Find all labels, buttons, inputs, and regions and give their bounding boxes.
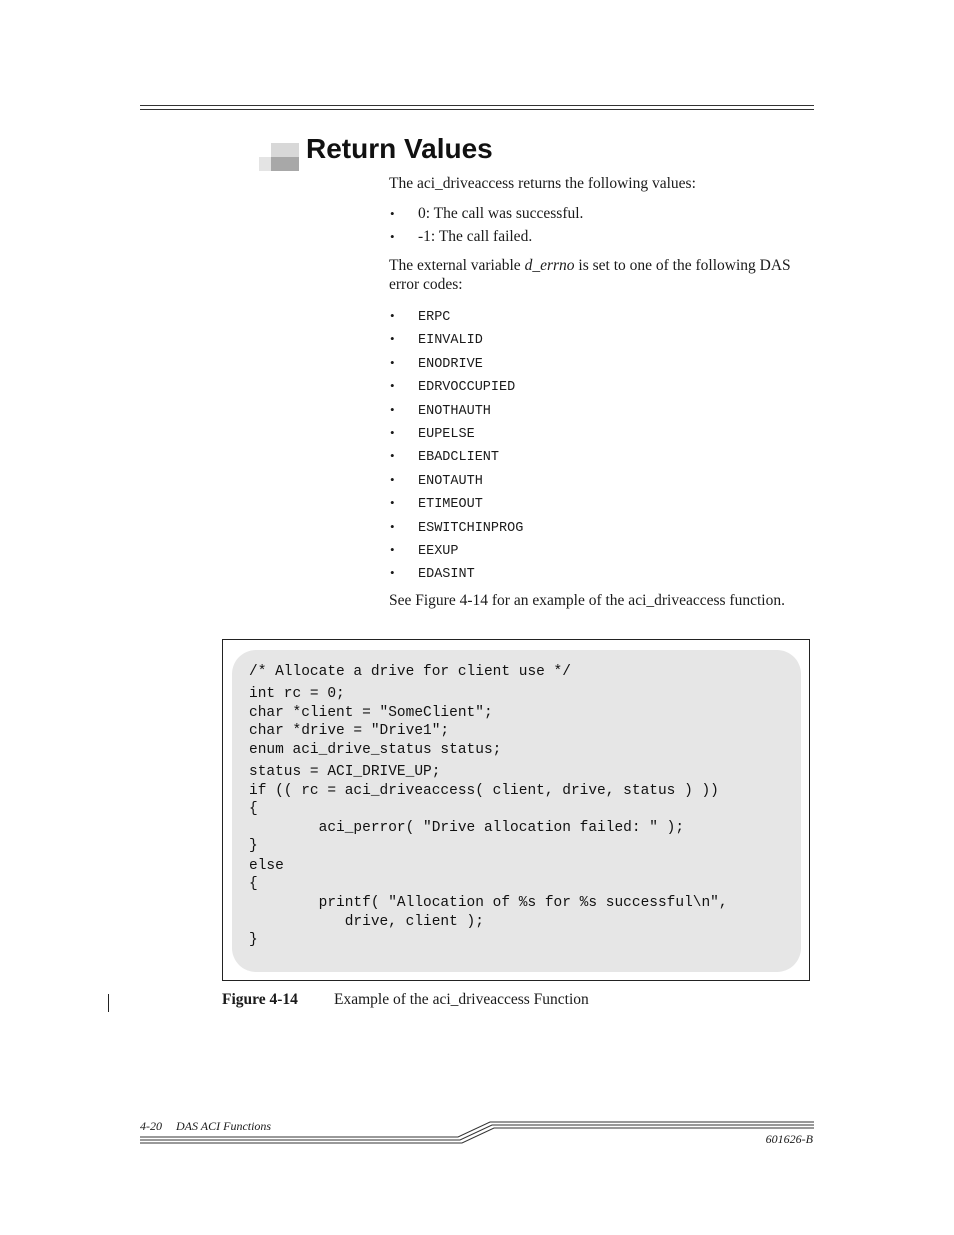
- list-item: • ETIMEOUT: [390, 495, 483, 513]
- bullet-icon: •: [390, 308, 395, 323]
- bullet-icon: •: [390, 471, 395, 487]
- list-item: • EUPELSE: [390, 424, 475, 442]
- bullet-icon: •: [390, 424, 395, 440]
- list-item: • ERPC: [390, 308, 451, 325]
- footer-page-info: [140, 1118, 271, 1134]
- list-item: • -1: The call failed.: [390, 228, 533, 245]
- code-line: {: [249, 876, 258, 892]
- bullet-icon: •: [390, 448, 395, 464]
- list-item: • EDRVOCCUPIED: [390, 378, 516, 396]
- page-number: 4-20: [140, 1119, 162, 1133]
- heading-marker-icon: [259, 143, 299, 171]
- code-line: drive, client );: [249, 914, 484, 930]
- list-item: • ENODRIVE: [390, 354, 483, 372]
- code-line: char *client = "SomeClient";: [249, 705, 493, 721]
- bullet-icon: •: [390, 401, 395, 417]
- header-rule: [140, 109, 814, 110]
- bullet-icon: •: [390, 518, 395, 534]
- section-title: Return Values: [306, 133, 493, 164]
- bullet-icon: •: [390, 378, 395, 394]
- bullet-icon: •: [390, 206, 395, 221]
- code-line: aci_perror( "Drive allocation failed: " );: [249, 820, 685, 836]
- code-line: }: [249, 838, 258, 854]
- list-item: • ESWITCHINPROG: [390, 518, 524, 536]
- list-item: • 0: The call was successful.: [390, 205, 584, 222]
- bullet-icon: •: [390, 541, 395, 557]
- errno-variable: d_errno: [524, 257, 575, 274]
- code-line: else: [249, 858, 284, 874]
- bullet-icon: •: [390, 354, 395, 370]
- figure-caption: Example of the aci_driveaccess Function: [334, 991, 589, 1008]
- code-figure: [222, 639, 810, 981]
- list-item: • EEXUP: [390, 541, 459, 559]
- figure-reference-text: See Figure 4-14 for an example of the aci_driveaccess function.: [389, 592, 785, 609]
- list-item: • ENOTHAUTH: [390, 401, 491, 419]
- document-number: 601626-B: [765, 1132, 813, 1146]
- code-line: /* Allocate a drive for client use */: [249, 664, 571, 680]
- code-line: enum aci_drive_status status;: [249, 742, 502, 758]
- code-line: printf( "Allocation of %s for %s successful\n",: [249, 895, 728, 911]
- list-item: • EINVALID: [390, 331, 483, 349]
- list-item: • EDASINT: [390, 565, 475, 583]
- bullet-icon: •: [390, 229, 395, 244]
- list-item: • ENOTAUTH: [390, 471, 483, 489]
- code-line: if (( rc = aci_driveaccess( client, drive, status ) )): [249, 783, 719, 799]
- return-value-list: [389, 204, 583, 250]
- code-line: char *drive = "Drive1";: [249, 723, 450, 739]
- code-line: }: [249, 932, 258, 948]
- header-rule: [140, 105, 814, 106]
- figure-label: Figure 4-14: [222, 991, 298, 1008]
- bullet-icon: •: [390, 495, 395, 511]
- error-code-list: [389, 306, 523, 587]
- code-line: status = ACI_DRIVE_UP;: [249, 764, 441, 780]
- list-item: • EBADCLIENT: [390, 448, 500, 466]
- intro-text: The aci_driveaccess returns the following values:: [389, 175, 696, 192]
- code-block: [232, 650, 801, 972]
- bullet-icon: •: [390, 565, 395, 581]
- footer-section: DAS ACI Functions: [176, 1119, 272, 1133]
- errno-text: The external variable d_errno is set to one of the following DAS error codes:: [389, 257, 791, 293]
- code-line: int rc = 0;: [249, 686, 345, 702]
- change-bar: [108, 994, 109, 1012]
- bullet-icon: •: [390, 331, 395, 347]
- code-line: {: [249, 801, 258, 817]
